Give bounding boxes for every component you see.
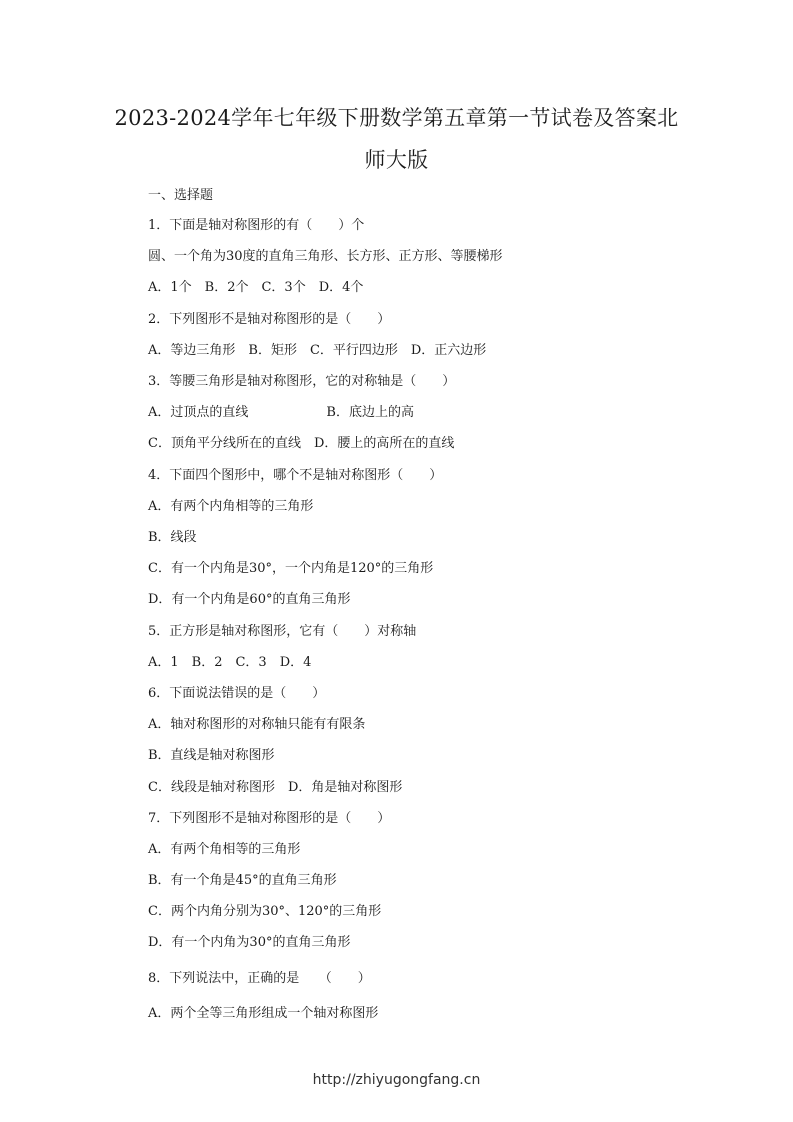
document-title-line-2: 师大版 [364,148,429,172]
question-7-option-a: A．有两个角相等的三角形 [148,842,301,857]
question-7-option-d: D．有一个内角为30°的直角三角形 [148,935,351,950]
question-8: 8．下列说法中，正确的是 （ ） [148,971,371,986]
question-4-option-d: D．有一个内角是60°的直角三角形 [148,592,351,607]
question-8-option-a: A．两个全等三角形组成一个轴对称图形 [148,1006,379,1021]
question-4-option-a: A．有两个内角相等的三角形 [148,499,314,514]
question-4: 4．下面四个图形中，哪个不是轴对称图形（ ） [148,468,443,483]
document-title-line-1: 2023-2024学年七年级下册数学第五章第一节试卷及答案北 [114,106,679,130]
question-6: 6．下面说法错误的是（ ） [148,686,326,701]
question-5: 5．正方形是轴对称图形，它有（ ）对称轴 [148,624,417,639]
question-7: 7．下列图形不是轴对称图形的是（ ） [148,811,391,826]
question-3: 3．等腰三角形是轴对称图形，它的对称轴是（ ） [148,374,456,389]
question-6-option-b: B．直线是轴对称图形 [148,748,275,763]
footer-url: http://zhiyugongfang.cn [312,1072,481,1088]
question-6-option-a: A．轴对称图形的对称轴只能有有限条 [148,717,366,732]
question-1-options: A．1个 B．2个 C．3个 D．4个 [148,280,364,295]
question-4-option-b: B．线段 [148,530,197,545]
question-1-shapes: 圆、一个角为30度的直角三角形、长方形、正方形、等腰梯形 [148,249,503,264]
question-4-option-c: C．有一个内角是30°，一个内角是120°的三角形 [148,561,434,576]
question-3-options-ab: A．过顶点的直线 B．底边上的高 [148,405,414,420]
question-5-options: A．1 B．2 C．3 D．4 [148,655,312,670]
question-6-options-cd: C．线段是轴对称图形 D．角是轴对称图形 [148,780,403,795]
question-3-options-cd: C．顶角平分线所在的直线 D．腰上的高所在的直线 [148,436,455,451]
question-7-option-c: C．两个内角分别为30°、120°的三角形 [148,904,382,919]
question-2: 2．下列图形不是轴对称图形的是（ ） [148,312,391,327]
section-heading: 一、选择题 [148,188,214,203]
question-2-options: A．等边三角形 B．矩形 C．平行四边形 D．正六边形 [148,343,487,358]
question-7-option-b: B．有一个角是45°的直角三角形 [148,873,337,888]
question-1: 1．下面是轴对称图形的有（ ）个 [148,218,365,233]
